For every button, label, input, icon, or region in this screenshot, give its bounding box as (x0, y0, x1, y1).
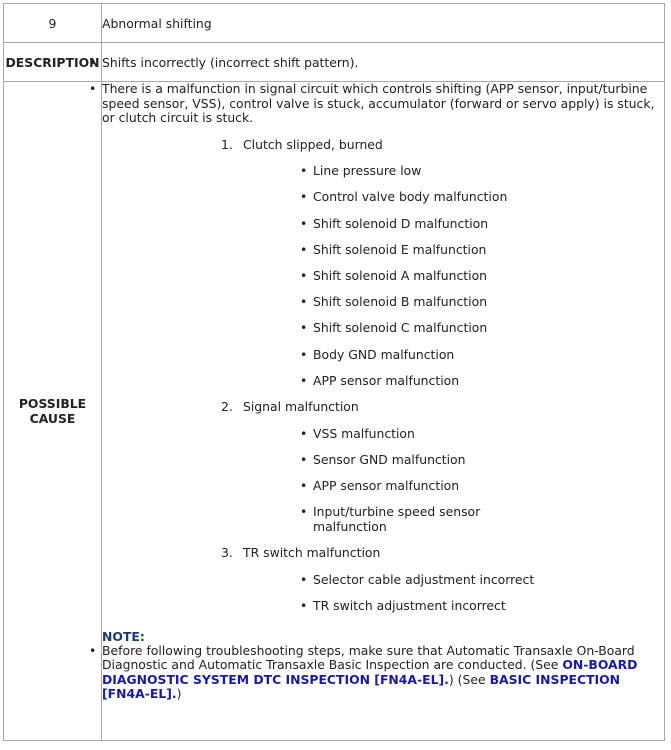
cause-wrapper (102, 82, 664, 702)
cause-group-title: TR switch malfunction (243, 544, 381, 560)
cause-sub-item: • Shift solenoid C malfunction (102, 315, 664, 341)
cause-group-3-items (102, 567, 664, 619)
cause-sub-item: • APP sensor malfunction (102, 473, 664, 499)
onboard-diagnostic-link[interactable]: ON-BOARD DIAGNOSTIC SYSTEM DTC INSPECTION [FN4A-EL]. (102, 657, 638, 687)
cause-intro-list (102, 82, 664, 126)
cause-sub-item: • Selector cable adjustment incorrect (102, 567, 664, 593)
possible-cause-label-line2: CAUSE (29, 411, 76, 426)
cause-groups-3 (102, 540, 664, 567)
cause-sub-item: • Shift solenoid A malfunction (102, 263, 664, 289)
cause-group-title-row (221, 540, 664, 567)
cause-sub-item: • Shift solenoid B malfunction (102, 289, 664, 315)
description-content (102, 43, 665, 82)
cause-sub-item: • Line pressure low (102, 158, 664, 184)
cause-sub-item: • Sensor GND malfunction (102, 447, 664, 473)
note-text-before: Before following troubleshooting steps, make sure that Automatic Transaxle On-Board Diagnostic and Automatic Transaxle Basic Inspection are conducted. (See (102, 642, 635, 673)
cause-groups-2 (102, 394, 664, 421)
possible-cause-row (4, 82, 665, 741)
header-row (4, 4, 665, 43)
description-row (4, 43, 665, 82)
cause-group-number: 1. (221, 136, 233, 152)
cause-group-number: 2. (221, 398, 233, 414)
cause-group-title: Signal malfunction (243, 398, 359, 414)
note-list (102, 644, 664, 702)
cause-group-number: 3. (221, 544, 233, 560)
cause-sub-item: • APP sensor malfunction (102, 368, 664, 394)
cause-group (102, 394, 664, 421)
cause-sub-item: • Shift solenoid D malfunction (102, 211, 664, 237)
note-text-after: ) (176, 686, 182, 702)
cause-group-1-items (102, 158, 664, 394)
description-list (102, 55, 664, 70)
cause-groups (102, 126, 664, 159)
basic-inspection-link[interactable]: BASIC INSPECTION [FN4A-EL]. (102, 671, 621, 702)
description-item: • Shifts incorrectly (incorrect shift pattern). (102, 55, 664, 70)
cause-group-title-row (221, 126, 664, 159)
cause-sub-item: • Shift solenoid E malfunction (102, 237, 664, 263)
cause-group (102, 540, 664, 567)
cause-sub-item: • Input/turbine speed sensor malfunction (102, 499, 664, 540)
cause-group-2-items (102, 421, 664, 540)
trouble-title: Abnormal shifting (102, 4, 665, 43)
cause-group-title: Clutch slipped, burned (243, 136, 383, 152)
cause-group-title-row (221, 394, 664, 421)
cause-sub-item: • TR switch adjustment incorrect (102, 593, 664, 619)
note-item (102, 644, 664, 702)
cause-group (102, 126, 664, 159)
possible-cause-label (4, 82, 102, 741)
cause-intro: • There is a malfunction in signal circuit which controls shifting (APP sensor, input/turbine speed sensor, VSS), control valve is stuck, accumulator (forward or servo apply) is stuck, or clutch circuit is stuck. (102, 82, 664, 126)
note-title: NOTE: (102, 628, 145, 644)
description-label: DESCRIPTION (4, 43, 102, 82)
possible-cause-content (102, 82, 665, 741)
possible-cause-label-line1: POSSIBLE (18, 396, 87, 411)
note-text-middle: ) (See (448, 671, 490, 687)
cause-sub-item: • VSS malfunction (102, 421, 664, 447)
diagnostic-table (3, 3, 665, 741)
cause-sub-item: • Body GND malfunction (102, 342, 664, 368)
trouble-number: 9 (4, 4, 102, 43)
cause-sub-item: • Control valve body malfunction (102, 184, 664, 210)
